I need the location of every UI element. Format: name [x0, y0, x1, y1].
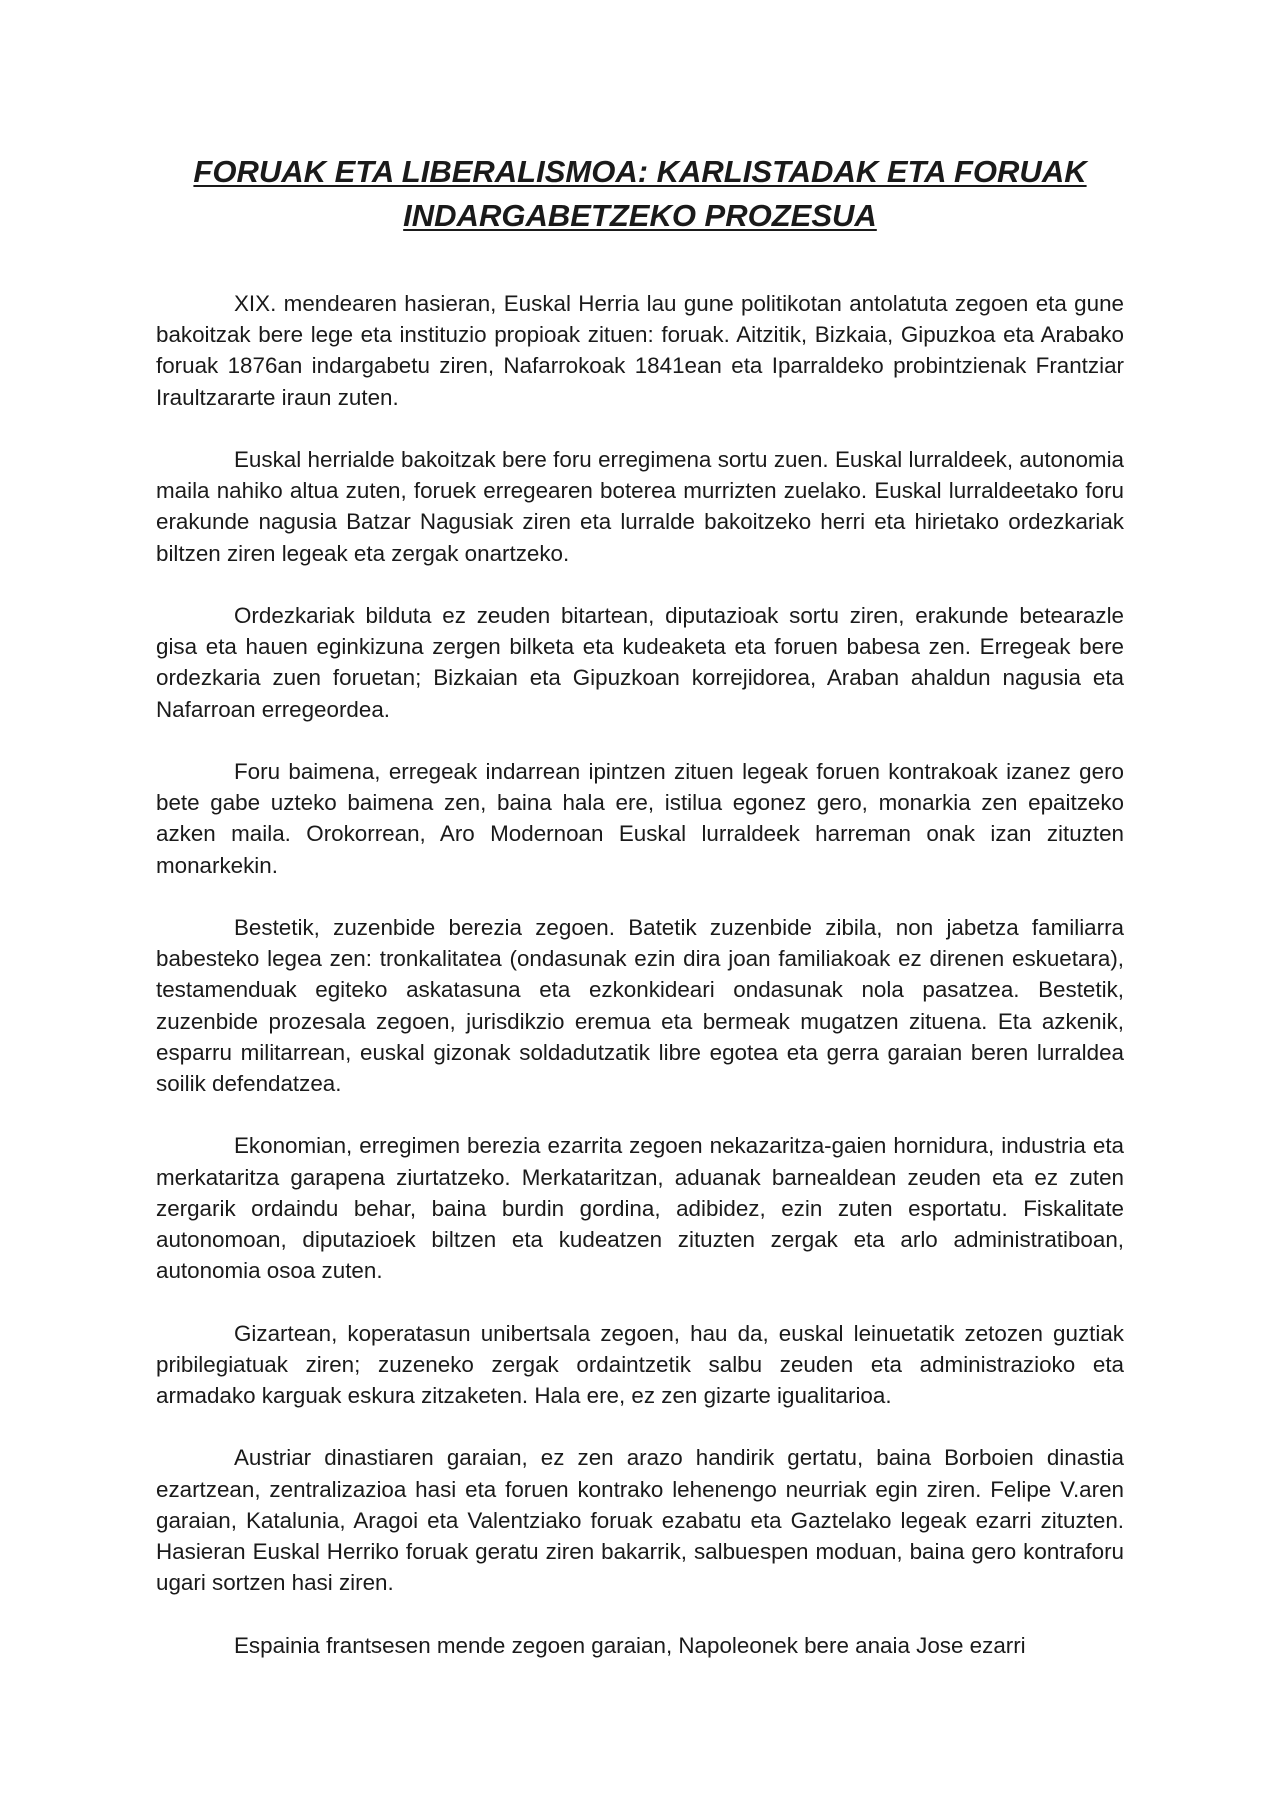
paragraph-3: Ordezkariak bilduta ez zeuden bitartean, diputazioak sortu ziren, erakunde betearazle gisa eta hauen eginkizuna zergen bilketa eta kudeaketa eta foruen babesa zen. Erregeak bere ordezkaria zuen foruetan; Bizkaian eta Gipuzkoan korrejidorea, Araban ahaldun nagusia eta Nafarroan erregeordea. — [156, 603, 1124, 722]
paragraph-1: XIX. mendearen hasieran, Euskal Herria lau gune politikotan antolatuta zegoen eta gune bakoitzak bere lege eta instituzio propioak zituen: foruak. Aitzitik, Bizkaia, Gipuzkoa eta Arabako foruak 1876an indargabetu ziren, Nafarrokoak 1841ean eta Iparraldeko probintzienak Frantziar Iraultzararte iraun zuten. — [156, 291, 1124, 410]
paragraph-7: Gizartean, koperatasun unibertsala zegoen, hau da, euskal leinuetatik zetozen guztiak pribilegiatuak ziren; zuzeneko zergak ordaintzetik salbu zeuden eta administrazioko eta armadako karguak eskura zitzaketen. Hala ere, ez zen gizarte igualitarioa. — [156, 1320, 1124, 1409]
paragraph-4: Foru baimena, erregeak indarrean ipintzen zituen legeak foruen kontrakoak izanez gero bete gabe uzteko baimena zen, baina hala ere, istilua egonez gero, monarkia zen epaitzeko azken maila. Orokorrean, Aro Modernoan Euskal lurraldeek harreman onak izan zituzten monarkekin. — [156, 759, 1124, 878]
paragraph-5: Bestetik, zuzenbide berezia zegoen. Batetik zuzenbide zibila, non jabetza familiarra babesteko legea zen: tronkalitatea (ondasunak ezin dira joan familiakoak ez direnen eskuetara), testamenduak egiteko askatasuna eta ezkonkideari ondasunak nola pasatzea. Bestetik, zuzenbide prozesala zegoen, jurisdikzio eremua eta bermeak mugatzen zituena. Eta azkenik, esparru militarrean, euskal gizonak soldadutzatik libre egotea eta gerra garaian beren lurraldea soilik defendatzea. — [156, 915, 1124, 1097]
document-page — [156, 150, 1124, 1661]
paragraph-8: Austriar dinastiaren garaian, ez zen arazo handirik gertatu, baina Borboien dinastia ezartzean, zentralizazioa hasi eta foruen kontrako lehenengo neurriak egin ziren. Felipe V.aren garaian, Katalunia, Aragoi eta Valentziako foruak ezabatu eta Gaztelako legeak ezarri zituzten. Hasieran Euskal Herriko foruak geratu ziren bakarrik, salbuespen moduan, baina gero kontraforu ugari sortzen hasi ziren. — [156, 1445, 1124, 1596]
document-title — [156, 150, 1124, 238]
title-line-1: FORUAK ETA LIBERALISMOA: KARLISTADAK ETA FORUAK — [193, 154, 1087, 189]
paragraph-2: Euskal herrialde bakoitzak bere foru erregimena sortu zuen. Euskal lurraldeek, autonomia maila nahiko altua zuten, foruek erregearen boterea murrizten zuelako. Euskal lurraldeetako foru erakunde nagusia Batzar Nagusiak ziren eta lurralde bakoitzeko herri eta hirietako ordezkariak biltzen ziren legeak eta zergak onartzeko. — [156, 447, 1124, 566]
paragraph-6: Ekonomian, erregimen berezia ezarrita zegoen nekazaritza-gaien hornidura, industria eta merkataritza garapena ziurtatzeko. Merkataritzan, aduanak barnealdean zeuden eta ez zuten zergarik ordaindu behar, baina burdin gordina, adibidez, ezin zuten esportatu. Fiskalitate autonomoan, diputazioek biltzen eta kudeatzen zituzten zergak eta arlo administratiboan, autonomia osoa zuten. — [156, 1133, 1124, 1284]
title-line-2: INDARGABETZEKO PROZESUA — [403, 198, 877, 233]
paragraph-9: Espainia frantsesen mende zegoen garaian, Napoleonek bere anaia Jose ezarri — [234, 1632, 1026, 1658]
